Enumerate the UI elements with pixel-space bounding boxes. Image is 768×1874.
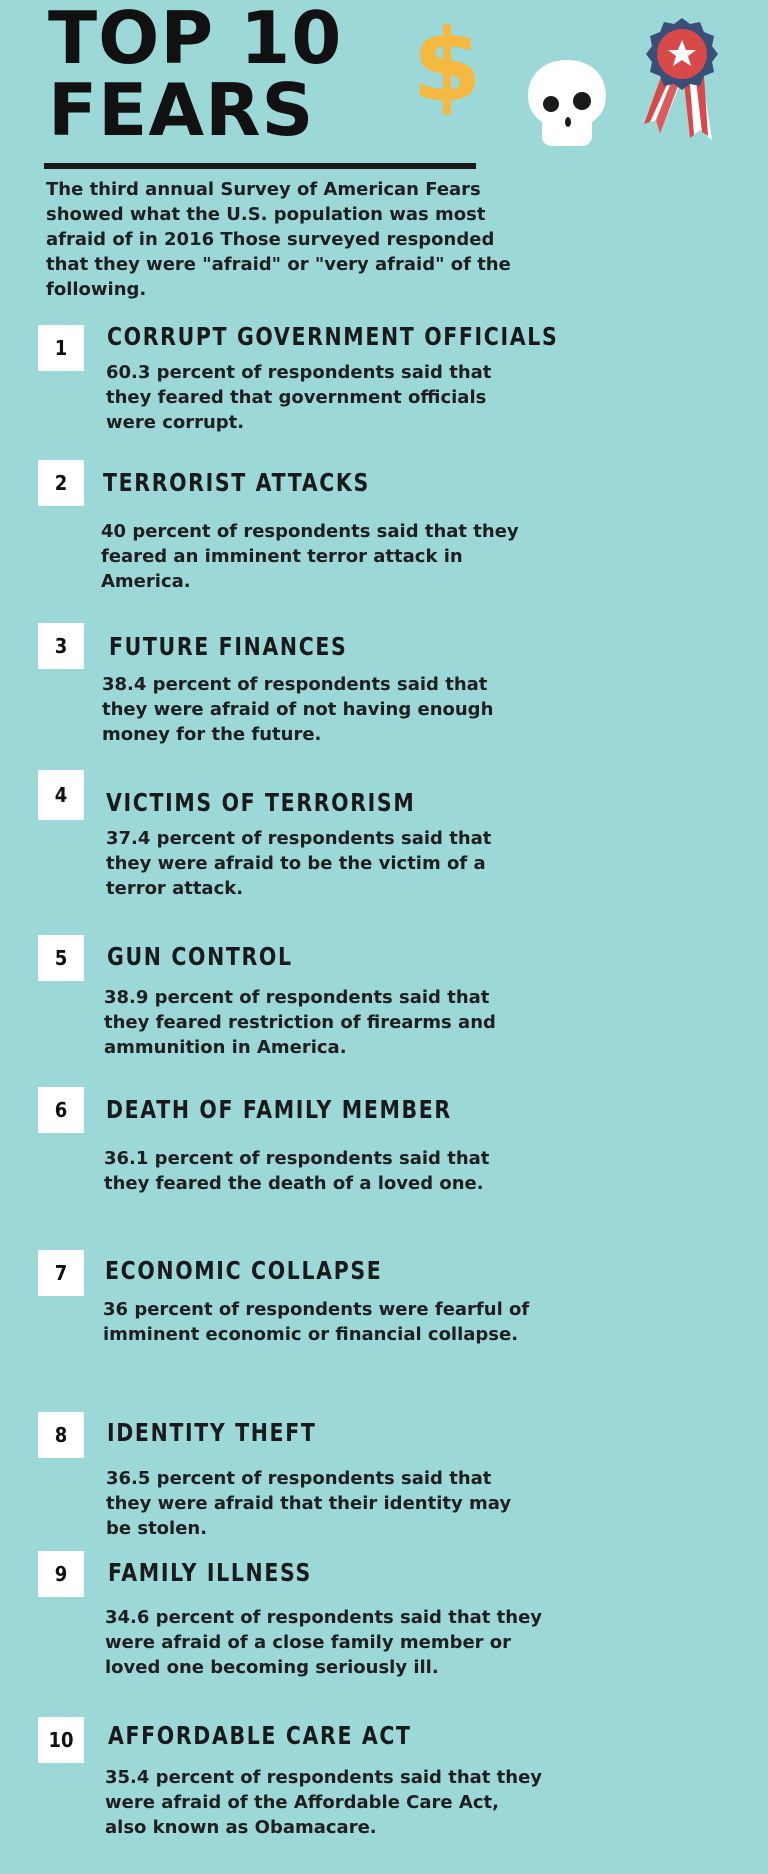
rank-badge: 8: [38, 1412, 84, 1458]
rank-badge: 10: [38, 1717, 84, 1763]
page-title: [48, 0, 343, 152]
fear-title: TERRORIST ATTACKS: [103, 468, 370, 497]
fear-title: DEATH OF FAMILY MEMBER: [106, 1095, 452, 1124]
fear-title: GUN CONTROL: [107, 942, 293, 971]
fear-description: 40 percent of respondents said that they feared an imminent terror attack in America.: [101, 521, 519, 592]
fear-description: 36 percent of respondents were fearful of imminent economic or financial collapse.: [103, 1299, 530, 1345]
title-divider: [44, 163, 476, 169]
fear-title: AFFORDABLE CARE ACT: [108, 1721, 412, 1750]
svg-text:$: $: [412, 16, 482, 116]
fear-description: 38.4 percent of respondents said that they were afraid of not having enough money for the future.: [102, 674, 494, 745]
fear-description: 37.4 percent of respondents said that they were afraid to be the victim of a terror attack.: [106, 828, 492, 899]
fear-description: 36.5 percent of respondents said that they were afraid that their identity may be stolen.: [106, 1468, 512, 1539]
dollar-sign-icon: [402, 16, 492, 116]
fear-description: 34.6 percent of respondents said that they were afraid of a close family member or loved one becoming seriously ill.: [105, 1607, 543, 1678]
title-line-2: FEARS: [48, 68, 315, 152]
skull-icon: [524, 56, 610, 150]
fear-description: 60.3 percent of respondents said that they feared that government officials were corrupt.: [106, 362, 492, 433]
rank-badge: 1: [38, 325, 84, 371]
fear-title: CORRUPT GOVERNMENT OFFICIALS: [107, 322, 559, 351]
fear-description: 36.1 percent of respondents said that they feared the death of a loved one.: [104, 1148, 490, 1194]
award-ribbon-icon: [632, 14, 732, 144]
fear-title: IDENTITY THEFT: [107, 1418, 317, 1447]
rank-badge: 2: [38, 460, 84, 506]
rank-badge: 7: [38, 1250, 84, 1296]
rank-badge: 5: [38, 935, 84, 981]
fear-title: VICTIMS OF TERRORISM: [106, 788, 416, 817]
intro-text: The third annual Survey of American Fears showed what the U.S. population was most afraid of in 2016 Those surveyed responded that they were "afraid" or "very afraid" of the following.: [46, 179, 511, 300]
fear-title: FUTURE FINANCES: [109, 632, 348, 661]
rank-badge: 3: [38, 623, 84, 669]
rank-badge: 9: [38, 1551, 84, 1597]
title-line-1: TOP 10: [48, 0, 343, 80]
fear-title: ECONOMIC COLLAPSE: [105, 1256, 383, 1285]
fear-description: 38.9 percent of respondents said that they feared restriction of firearms and ammunition in America.: [104, 987, 496, 1058]
fear-title: FAMILY ILLNESS: [108, 1558, 312, 1587]
rank-badge: 6: [38, 1087, 84, 1133]
rank-badge: 4: [38, 770, 84, 820]
fear-description: 35.4 percent of respondents said that they were afraid of the Affordable Care Act, also known as Obamacare.: [105, 1767, 543, 1838]
